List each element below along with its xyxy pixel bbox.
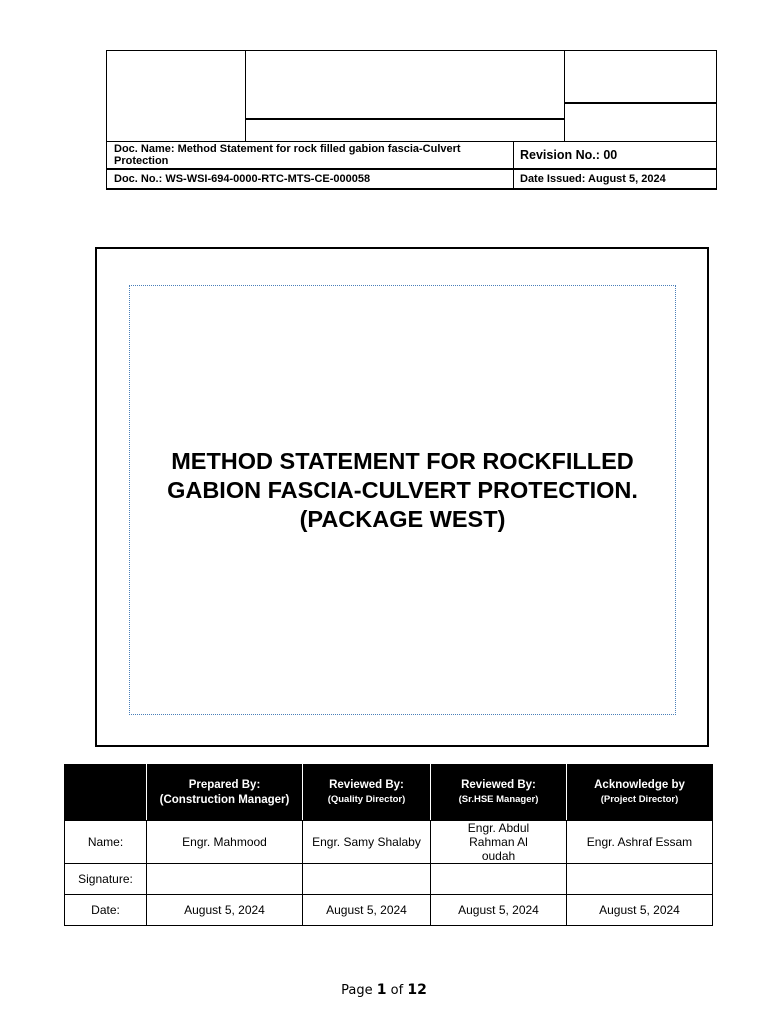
signature-row bbox=[65, 864, 713, 895]
column-title: Acknowledge by bbox=[594, 779, 685, 791]
column-role: (Project Director) bbox=[600, 794, 679, 805]
signature-cell bbox=[431, 864, 567, 895]
approval-table bbox=[64, 764, 713, 926]
name-cell: Engr. Samy Shalaby bbox=[303, 821, 431, 864]
name-cell: Engr. Mahmood bbox=[147, 821, 303, 864]
name-cell: Engr. Ashraf Essam bbox=[567, 821, 713, 864]
document-header bbox=[106, 50, 717, 190]
header-reviewed-by-quality bbox=[303, 765, 431, 821]
date-row bbox=[65, 895, 713, 926]
total-pages: 12 bbox=[407, 982, 427, 998]
approval-header-row bbox=[65, 765, 713, 821]
cover-inner-frame bbox=[129, 285, 676, 715]
header-prepared-by bbox=[147, 765, 303, 821]
cover-title-line: (PACKAGE WEST) bbox=[299, 505, 506, 532]
date-cell: August 5, 2024 bbox=[431, 895, 567, 926]
date-cell: August 5, 2024 bbox=[147, 895, 303, 926]
header-acknowledge-by bbox=[567, 765, 713, 821]
doc-name: Doc. Name: Method Statement for rock filled gabion fascia-Culvert Protection bbox=[114, 143, 461, 167]
row-label-date: Date: bbox=[65, 895, 147, 926]
date-cell: August 5, 2024 bbox=[303, 895, 431, 926]
name-cell: Engr. Abdul Rahman Al oudah bbox=[431, 821, 567, 864]
signature-cell bbox=[567, 864, 713, 895]
column-title: Prepared By: bbox=[188, 778, 261, 791]
cover-title-line: GABION FASCIA-CULVERT PROTECTION. bbox=[167, 476, 638, 503]
current-page: 1 bbox=[376, 982, 387, 998]
date-cell: August 5, 2024 bbox=[567, 895, 713, 926]
signature-cell bbox=[303, 864, 431, 895]
cover-title-line: METHOD STATEMENT FOR ROCKFILLED bbox=[171, 447, 634, 474]
header-blank-cell bbox=[65, 765, 147, 821]
row-label-signature: Signature: bbox=[65, 864, 147, 895]
column-title: Reviewed By: bbox=[329, 779, 404, 791]
column-role: (Sr.HSE Manager) bbox=[458, 794, 539, 805]
row-label-name: Name: bbox=[65, 821, 147, 864]
of-word: of bbox=[390, 983, 404, 998]
page-word: Page bbox=[341, 983, 373, 998]
date-issued: Date Issued: August 5, 2024 bbox=[520, 173, 666, 185]
signature-cell bbox=[147, 864, 303, 895]
name-row bbox=[65, 821, 713, 864]
doc-number: Doc. No.: WS-WSI-694-0000-RTC-MTS-CE-000058 bbox=[114, 173, 371, 185]
cover-title bbox=[167, 447, 638, 534]
column-title: Reviewed By: bbox=[461, 779, 536, 791]
column-role: (Quality Director) bbox=[327, 794, 406, 805]
header-reviewed-by-hse bbox=[431, 765, 567, 821]
column-role: (Construction Manager) bbox=[159, 793, 290, 806]
page-number bbox=[0, 982, 768, 998]
revision-number: Revision No.: 00 bbox=[520, 148, 618, 162]
